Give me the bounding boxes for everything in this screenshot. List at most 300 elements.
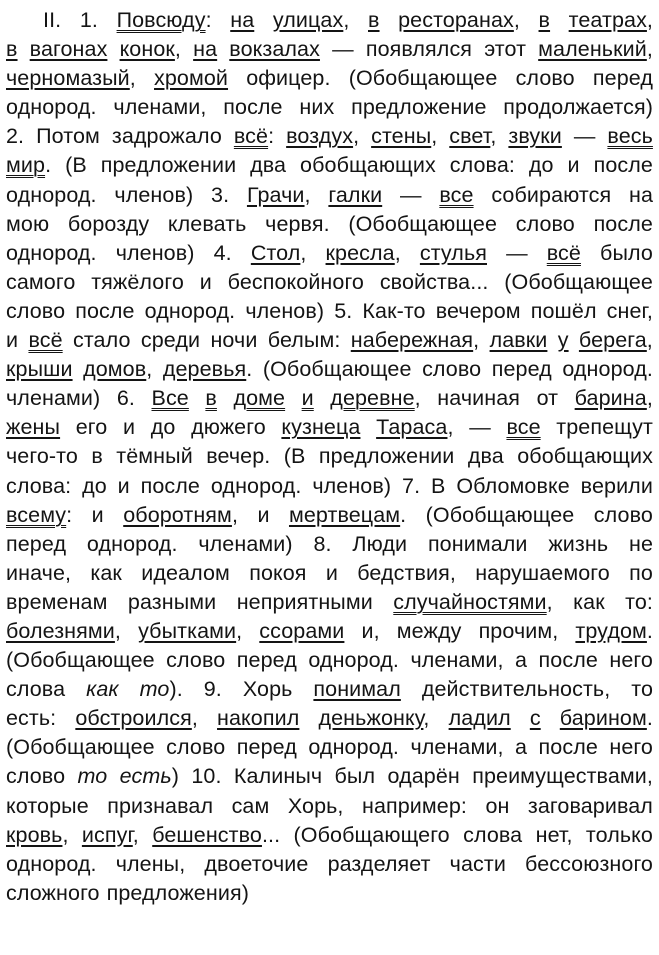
underlined-text: ресторанах bbox=[398, 8, 514, 32]
text-fragment: однород. bbox=[144, 298, 236, 323]
word bbox=[6, 326, 18, 355]
underlined-text: черномазый bbox=[6, 66, 130, 91]
text-fragment: до bbox=[82, 473, 107, 498]
word bbox=[328, 181, 382, 210]
text-fragment: 10. bbox=[191, 764, 222, 789]
text-fragment: белым: bbox=[267, 328, 341, 353]
text-fragment: , bbox=[132, 822, 139, 847]
word bbox=[107, 879, 249, 908]
text-fragment: борозду bbox=[67, 211, 150, 236]
word bbox=[6, 792, 89, 821]
word bbox=[6, 530, 66, 559]
word bbox=[426, 501, 575, 530]
text-fragment: него bbox=[609, 735, 653, 760]
word bbox=[556, 413, 653, 442]
text-fragment: , bbox=[343, 8, 350, 32]
underlined-text: оборотням bbox=[123, 502, 232, 527]
text-fragment: и bbox=[325, 560, 338, 585]
text-fragment: Потом bbox=[36, 124, 100, 149]
word bbox=[101, 151, 236, 180]
text-fragment: не bbox=[628, 531, 653, 556]
text-fragment: (Обобщающее bbox=[6, 735, 155, 760]
text-line bbox=[6, 850, 653, 879]
word bbox=[204, 675, 222, 704]
text-fragment: а bbox=[515, 648, 528, 673]
text-fragment: только bbox=[585, 822, 653, 847]
word bbox=[6, 704, 56, 733]
text-fragment: слово bbox=[166, 648, 226, 673]
underlined-text: на bbox=[193, 37, 218, 62]
text-line bbox=[6, 122, 653, 151]
word bbox=[594, 210, 653, 239]
text-fragment: на bbox=[628, 182, 653, 207]
text-fragment: Калиныч bbox=[233, 764, 323, 789]
word bbox=[410, 733, 503, 762]
word bbox=[537, 384, 559, 413]
text-fragment: , bbox=[174, 37, 181, 62]
word bbox=[265, 210, 330, 239]
text-fragment: покоя bbox=[249, 560, 307, 585]
word bbox=[594, 501, 653, 530]
word bbox=[91, 268, 184, 297]
underlined-text: трудом bbox=[575, 618, 647, 643]
word bbox=[574, 122, 596, 151]
word bbox=[515, 733, 527, 762]
text-fragment: . bbox=[45, 153, 52, 178]
word bbox=[237, 588, 373, 617]
text-fragment: после bbox=[538, 648, 598, 673]
word bbox=[259, 617, 344, 646]
word bbox=[30, 35, 108, 64]
text-fragment: беспокойного bbox=[227, 269, 364, 294]
word bbox=[547, 239, 581, 268]
word bbox=[120, 35, 181, 64]
word bbox=[82, 821, 139, 850]
text-fragment: 7. bbox=[402, 473, 421, 498]
underlined-text: стулья bbox=[419, 240, 487, 265]
text-fragment: ) bbox=[171, 764, 180, 789]
text-line bbox=[6, 530, 653, 559]
text-fragment: членами) bbox=[198, 531, 293, 556]
text-fragment: после bbox=[538, 735, 598, 760]
text-fragment: однород. bbox=[308, 648, 399, 673]
word bbox=[299, 93, 334, 122]
word bbox=[229, 35, 320, 64]
word bbox=[246, 64, 330, 93]
text-fragment: после bbox=[75, 298, 135, 323]
underlined-text: кресла bbox=[325, 240, 395, 265]
text-fragment: ... bbox=[261, 822, 281, 847]
word bbox=[120, 762, 179, 791]
text-fragment: , bbox=[646, 37, 653, 62]
text-fragment: , bbox=[129, 66, 136, 91]
text-line bbox=[6, 472, 653, 501]
word bbox=[397, 617, 462, 646]
underlined-text: всё bbox=[28, 328, 63, 353]
word bbox=[302, 384, 314, 413]
word bbox=[6, 384, 100, 413]
text-fragment: . bbox=[646, 706, 653, 731]
word bbox=[152, 384, 189, 413]
word bbox=[437, 384, 520, 413]
text-fragment: члены, bbox=[115, 851, 186, 876]
text-fragment: то: bbox=[625, 589, 653, 614]
underlined-text: барином bbox=[559, 706, 647, 731]
text-fragment: и bbox=[117, 473, 130, 498]
text-line bbox=[6, 879, 653, 908]
text-fragment: . bbox=[246, 357, 253, 382]
text-fragment: стало bbox=[72, 328, 131, 353]
text-fragment: (Обобщающее bbox=[348, 211, 498, 236]
underlined-text: деревне bbox=[330, 386, 415, 411]
word bbox=[206, 442, 270, 471]
text-fragment: слова bbox=[463, 822, 523, 847]
word bbox=[6, 210, 49, 239]
text-fragment: . bbox=[646, 618, 653, 643]
word bbox=[525, 850, 653, 879]
text-fragment: трепещут bbox=[556, 415, 653, 440]
word bbox=[6, 472, 71, 501]
text-fragment: нет, bbox=[535, 822, 573, 847]
text-fragment: , bbox=[353, 124, 360, 149]
word bbox=[234, 122, 274, 151]
word bbox=[6, 617, 121, 646]
italic-text: то bbox=[139, 677, 170, 702]
text-fragment: и bbox=[199, 269, 212, 294]
text-line bbox=[6, 792, 653, 821]
text-fragment: однород. bbox=[562, 357, 653, 382]
word bbox=[92, 501, 104, 530]
word bbox=[319, 442, 454, 471]
text-fragment: после bbox=[140, 473, 200, 498]
word bbox=[560, 704, 653, 733]
text-line bbox=[6, 326, 653, 355]
text-fragment: было bbox=[600, 240, 653, 265]
text-fragment: продолжается) bbox=[503, 95, 653, 120]
word bbox=[351, 93, 486, 122]
word bbox=[107, 792, 213, 821]
text-line bbox=[6, 588, 653, 617]
italic-text: есть bbox=[119, 764, 172, 789]
text-fragment: его bbox=[75, 415, 108, 440]
word bbox=[332, 35, 354, 64]
underlined-text: Стол bbox=[250, 240, 301, 265]
text-fragment: разделяет bbox=[327, 851, 431, 876]
text-fragment: слово bbox=[515, 211, 575, 236]
word bbox=[581, 472, 653, 501]
word bbox=[86, 675, 119, 704]
word bbox=[163, 355, 252, 384]
word bbox=[472, 762, 653, 791]
text-fragment: , bbox=[447, 415, 454, 440]
text-fragment: них bbox=[299, 95, 335, 120]
word bbox=[273, 6, 350, 35]
word bbox=[506, 239, 528, 268]
text-fragment: , bbox=[231, 502, 239, 527]
underlined-text: маленький bbox=[538, 37, 647, 62]
text-fragment: членов) bbox=[312, 473, 392, 498]
text-fragment: собираются bbox=[491, 182, 612, 207]
word bbox=[328, 850, 431, 879]
text-fragment: как bbox=[90, 560, 122, 585]
text-fragment: был bbox=[334, 764, 376, 789]
text-fragment: (Обобщающее bbox=[6, 648, 155, 673]
word bbox=[586, 821, 653, 850]
word bbox=[6, 181, 97, 210]
word bbox=[607, 122, 653, 151]
text-fragment: — bbox=[506, 240, 528, 265]
word bbox=[607, 297, 653, 326]
underlined-text: звуки bbox=[508, 124, 562, 149]
word bbox=[223, 93, 282, 122]
text-fragment: слово bbox=[515, 66, 575, 91]
word bbox=[200, 268, 212, 297]
word bbox=[113, 93, 206, 122]
text-fragment: ). bbox=[169, 677, 183, 702]
text-fragment: признавал bbox=[107, 793, 214, 818]
text-line bbox=[6, 646, 653, 675]
underlined-text: всё bbox=[233, 124, 269, 149]
text-fragment: , bbox=[62, 822, 69, 847]
word bbox=[214, 239, 232, 268]
text-fragment: членами, bbox=[410, 648, 504, 673]
text-fragment: среди bbox=[140, 328, 201, 353]
word bbox=[6, 762, 65, 791]
word bbox=[73, 326, 131, 355]
text-fragment: , bbox=[414, 386, 421, 411]
underlined-text: улицах bbox=[272, 8, 344, 32]
word bbox=[335, 762, 376, 791]
text-fragment: 6. bbox=[116, 386, 135, 411]
text-fragment: однород. bbox=[6, 182, 97, 207]
underlined-text: накопил bbox=[217, 706, 300, 731]
text-fragment: перед bbox=[592, 66, 653, 91]
text-line bbox=[6, 617, 653, 646]
text-fragment: перед bbox=[236, 648, 297, 673]
word bbox=[152, 821, 280, 850]
text-fragment: , bbox=[490, 124, 497, 149]
text-fragment: , bbox=[191, 706, 198, 731]
text-line bbox=[6, 181, 653, 210]
word bbox=[450, 151, 515, 180]
text-fragment: вечером bbox=[435, 298, 521, 323]
word bbox=[294, 821, 450, 850]
text-fragment: , bbox=[423, 706, 430, 731]
text-fragment: Как-то bbox=[362, 298, 426, 323]
word bbox=[558, 326, 569, 355]
word bbox=[138, 617, 242, 646]
text-fragment: (В bbox=[65, 153, 87, 178]
word bbox=[76, 413, 108, 442]
word bbox=[463, 821, 522, 850]
text-fragment: червя. bbox=[265, 211, 330, 236]
underlined-text: кузнеца bbox=[281, 415, 361, 440]
word bbox=[528, 792, 653, 821]
text-fragment: разными bbox=[127, 589, 217, 614]
word bbox=[232, 792, 270, 821]
word bbox=[531, 297, 597, 326]
text-fragment: , bbox=[300, 240, 307, 265]
text-fragment: , bbox=[513, 8, 520, 32]
underlined-text: испуг bbox=[81, 822, 133, 847]
word bbox=[504, 268, 653, 297]
text-fragment: и bbox=[257, 502, 270, 527]
word bbox=[6, 588, 108, 617]
underlined-text: барина bbox=[574, 386, 647, 411]
word bbox=[6, 442, 78, 471]
word bbox=[348, 210, 497, 239]
underlined-text: Повсюду bbox=[116, 8, 206, 32]
text-line bbox=[6, 559, 653, 588]
word bbox=[116, 442, 193, 471]
text-fragment: Хорь, bbox=[287, 793, 344, 818]
text-fragment: свойства... bbox=[379, 269, 489, 294]
text-fragment: двоеточие bbox=[204, 851, 309, 876]
word bbox=[351, 326, 479, 355]
text-line bbox=[6, 384, 653, 413]
underlined-text: весь bbox=[607, 124, 653, 149]
word bbox=[6, 268, 75, 297]
text-fragment: 1. bbox=[79, 8, 98, 32]
word bbox=[141, 559, 230, 588]
word bbox=[6, 675, 65, 704]
text-fragment: предложении bbox=[100, 153, 237, 178]
text-fragment: которые bbox=[6, 793, 89, 818]
word bbox=[538, 35, 653, 64]
word bbox=[387, 762, 459, 791]
text-fragment: него bbox=[609, 648, 653, 673]
word bbox=[573, 588, 605, 617]
underlined-text: понимал bbox=[313, 677, 401, 702]
text-fragment: а bbox=[515, 735, 528, 760]
word bbox=[326, 559, 338, 588]
word bbox=[530, 704, 541, 733]
word bbox=[6, 151, 51, 180]
underlined-text: доме bbox=[233, 386, 286, 411]
word bbox=[515, 646, 527, 675]
italic-text: как bbox=[86, 677, 119, 702]
word bbox=[257, 501, 269, 530]
text-fragment: — bbox=[399, 182, 422, 207]
text-fragment: части bbox=[449, 851, 506, 876]
word bbox=[609, 646, 653, 675]
text-fragment: в bbox=[91, 444, 103, 469]
text-fragment: : bbox=[66, 502, 73, 527]
underlined-text: и bbox=[301, 386, 314, 411]
word bbox=[211, 181, 229, 210]
text-fragment: снег, bbox=[606, 298, 653, 323]
text-fragment: сложного bbox=[6, 880, 100, 905]
text-fragment: вечер. bbox=[206, 444, 271, 469]
text-fragment: два bbox=[467, 444, 504, 469]
word bbox=[318, 704, 429, 733]
underlined-text: театрах bbox=[568, 8, 647, 32]
text-fragment: перед bbox=[236, 735, 297, 760]
word bbox=[312, 472, 391, 501]
text-fragment: (Обобщающее bbox=[348, 66, 498, 91]
text-fragment: жизнь bbox=[548, 531, 609, 556]
word bbox=[217, 704, 299, 733]
text-fragment: , bbox=[114, 618, 121, 643]
text-fragment: (Обобщающего bbox=[293, 822, 450, 847]
word bbox=[6, 239, 97, 268]
text-line bbox=[6, 297, 653, 326]
text-fragment: однород. bbox=[6, 95, 97, 120]
text-fragment: тяжёлого bbox=[91, 269, 184, 294]
word bbox=[250, 151, 286, 180]
underlined-text: в bbox=[205, 386, 217, 411]
text-fragment: , bbox=[431, 124, 438, 149]
underlined-text: домов bbox=[83, 357, 147, 382]
word bbox=[468, 442, 504, 471]
underlined-text: все bbox=[439, 182, 474, 207]
underlined-text: обстроился bbox=[75, 706, 192, 731]
text-fragment: мою bbox=[6, 211, 50, 236]
word bbox=[439, 181, 473, 210]
text-fragment: однород. bbox=[308, 735, 399, 760]
word bbox=[87, 530, 178, 559]
text-fragment: дюжего bbox=[191, 415, 266, 440]
text-fragment: преимуществами, bbox=[472, 764, 653, 789]
word bbox=[91, 442, 103, 471]
text-fragment: Хорь bbox=[242, 677, 293, 702]
word bbox=[204, 850, 308, 879]
text-line bbox=[6, 413, 653, 442]
word bbox=[6, 821, 69, 850]
word bbox=[168, 210, 247, 239]
word bbox=[308, 733, 399, 762]
underlined-text: стены bbox=[371, 124, 432, 149]
text-fragment: понимали bbox=[427, 531, 528, 556]
text-fragment: слово bbox=[422, 357, 482, 382]
text-fragment: одарён bbox=[387, 764, 460, 789]
word bbox=[123, 413, 135, 442]
text-fragment: , bbox=[546, 589, 553, 614]
word bbox=[362, 297, 425, 326]
text-fragment: (Обобщающее bbox=[425, 502, 575, 527]
word bbox=[116, 239, 195, 268]
word bbox=[516, 210, 575, 239]
text-fragment: Обломовке bbox=[456, 473, 570, 498]
word bbox=[428, 530, 528, 559]
text-fragment: и bbox=[91, 502, 104, 527]
word bbox=[629, 181, 653, 210]
text-fragment: предложении bbox=[318, 444, 455, 469]
text-fragment: есть: bbox=[6, 706, 57, 731]
text-fragment: начиная bbox=[437, 386, 521, 411]
word bbox=[503, 93, 653, 122]
text-fragment: , bbox=[646, 8, 653, 32]
italic-text: то bbox=[77, 764, 108, 789]
word bbox=[237, 646, 297, 675]
text-fragment: , bbox=[646, 328, 653, 353]
word bbox=[330, 384, 420, 413]
text-fragment: , bbox=[646, 386, 653, 411]
word bbox=[529, 151, 554, 180]
text-fragment: (Обобщающее bbox=[504, 269, 653, 294]
word bbox=[313, 530, 331, 559]
word bbox=[118, 472, 130, 501]
text-fragment: , bbox=[146, 357, 153, 382]
word bbox=[508, 122, 561, 151]
text-fragment: ночи bbox=[210, 328, 258, 353]
word bbox=[536, 821, 573, 850]
word bbox=[6, 64, 136, 93]
word bbox=[245, 297, 324, 326]
text-fragment: появлялся bbox=[365, 37, 473, 62]
text-fragment: сам bbox=[231, 793, 270, 818]
underlined-text: все bbox=[506, 415, 541, 440]
